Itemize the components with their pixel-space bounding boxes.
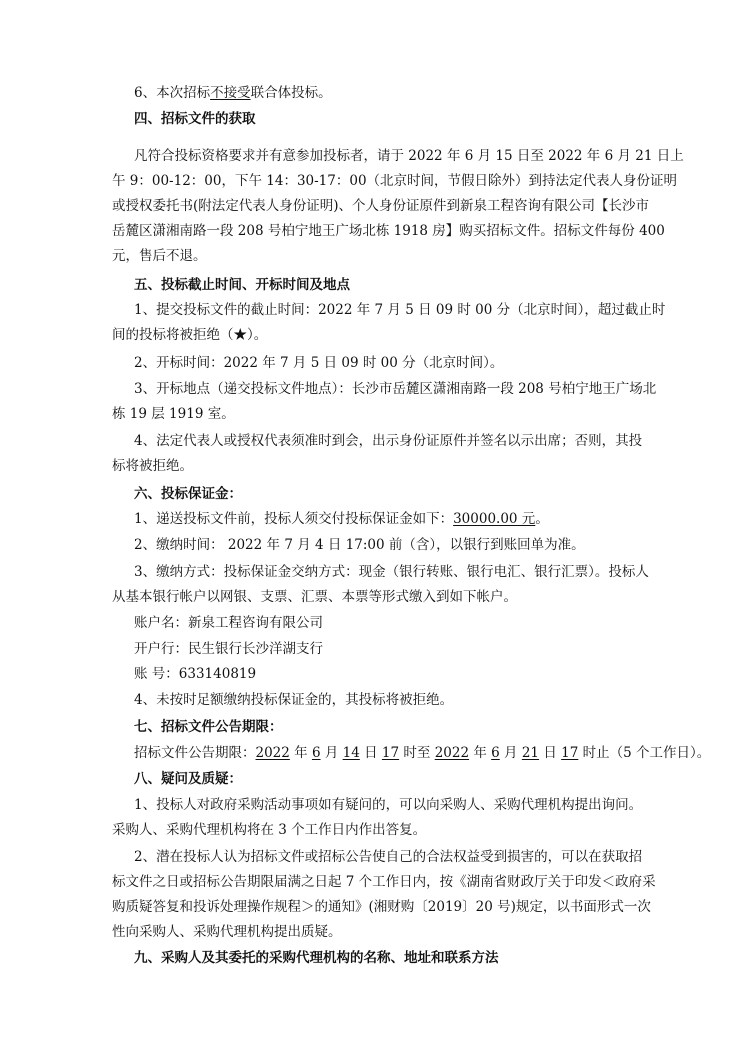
s8-item: 性向采购人、采购代理机构提出质疑。 bbox=[112, 924, 342, 940]
item-6-consortium: 6、本次招标不接受联合体投标。 bbox=[134, 85, 332, 101]
section-5-heading: 五、投标截止时间、开标时间及地点 bbox=[134, 277, 350, 293]
section-6-heading: 六、投标保证金： bbox=[134, 486, 242, 502]
s8-item: 1、投标人对政府采购活动事项如有疑问的，可以向采购人、采购代理机构提出询问。 bbox=[134, 797, 643, 813]
s4-paragraph-line: 午 9：00-12：00，下午 14：30-17：00（北京时间，节假日除外）到持法定代表人身份证明 bbox=[112, 173, 678, 189]
s8-item: 购质疑答复和投诉处理操作规程＞的通知》(湘财购〔2019〕20 号)规定，以书面形式一次 bbox=[112, 899, 651, 915]
section-7-heading: 七、招标文件公告期限： bbox=[134, 719, 283, 735]
account-bank: 开户行：民生银行长沙洋湖支行 bbox=[134, 641, 323, 657]
section-4-heading: 四、招标文件的获取 bbox=[134, 111, 256, 127]
s5-item: 2、开标时间：2022 年 7 月 5 日 09 时 00 分（北京时间）。 bbox=[134, 355, 504, 371]
s8-item: 采购人、采购代理机构将在 3 个工作日内作出答复。 bbox=[112, 822, 427, 838]
s8-item: 2、潜在投标人认为招标文件或招标公告使自己的合法权益受到损害的，可以在获取招 bbox=[134, 849, 643, 865]
s6-item: 2、缴纳时间： 2022 年 7 月 4 日 17:00 前（含），以银行到账回单为准。 bbox=[134, 537, 585, 553]
s4-paragraph-line: 或授权委托书(附法定代表人身份证明)、个人身份证原件到新泉工程咨询有限公司【长沙市 bbox=[112, 198, 650, 214]
account-name: 账户名：新泉工程咨询有限公司 bbox=[134, 615, 323, 631]
account-number: 账 号：633140819 bbox=[134, 666, 257, 682]
s6-item: 4、未按时足额缴纳投标保证金的，其投标将被拒绝。 bbox=[134, 692, 454, 708]
s5-item: 3、开标地点（递交投标文件地点）：长沙市岳麓区潇湘南路一段 208 号柏宁地王广场北 bbox=[134, 381, 657, 397]
announcement-period: 招标文件公告期限：2022 年 6 月 14 日 17 时至 2022 年 6 月 21 日 17 时止（5 个工作日）。 bbox=[134, 745, 711, 761]
s6-item: 1、递送投标文件前，投标人须交付投标保证金如下：30000.00 元。 bbox=[134, 511, 549, 527]
s4-paragraph-line: 凡符合投标资格要求并有意参加投标者，请于 2022 年 6 月 15 日至 2022 年 6 月 21 日上 bbox=[134, 148, 684, 164]
s5-item: 4、法定代表人或授权代表须准时到会，出示身份证原件并签名以示出席；否则，其投 bbox=[134, 433, 643, 449]
s5-item: 间的投标将被拒绝（★）。 bbox=[112, 327, 268, 343]
s6-item: 从基本银行帐户以网银、支票、汇票、本票等形式缴入到如下帐户。 bbox=[112, 589, 517, 605]
s4-paragraph-line: 岳麓区潇湘南路一段 208 号柏宁地王广场北栋 1918 房】购买招标文件。招标文件每份 400 bbox=[112, 223, 665, 239]
s5-item: 标将被拒绝。 bbox=[112, 458, 193, 474]
section-9-heading: 九、采购人及其委托的采购代理机构的名称、地址和联系方法 bbox=[134, 950, 499, 966]
s4-paragraph-line: 元，售后不退。 bbox=[112, 248, 207, 264]
s5-item: 1、提交投标文件的截止时间：2022 年 7 月 5 日 09 时 00 分（北京时间），超过截止时 bbox=[134, 302, 666, 318]
section-8-heading: 八、疑问及质疑： bbox=[134, 771, 242, 787]
s5-item: 栋 19 层 1919 室。 bbox=[112, 406, 235, 422]
s6-item: 3、缴纳方式：投标保证金交纳方式：现金（银行转账、银行电汇、银行汇票）。投标人 bbox=[134, 564, 649, 580]
s8-item: 标文件之日或招标公告期限届满之日起 7 个工作日内，按《湖南省财政厅关于印发＜政府采 bbox=[112, 874, 656, 890]
